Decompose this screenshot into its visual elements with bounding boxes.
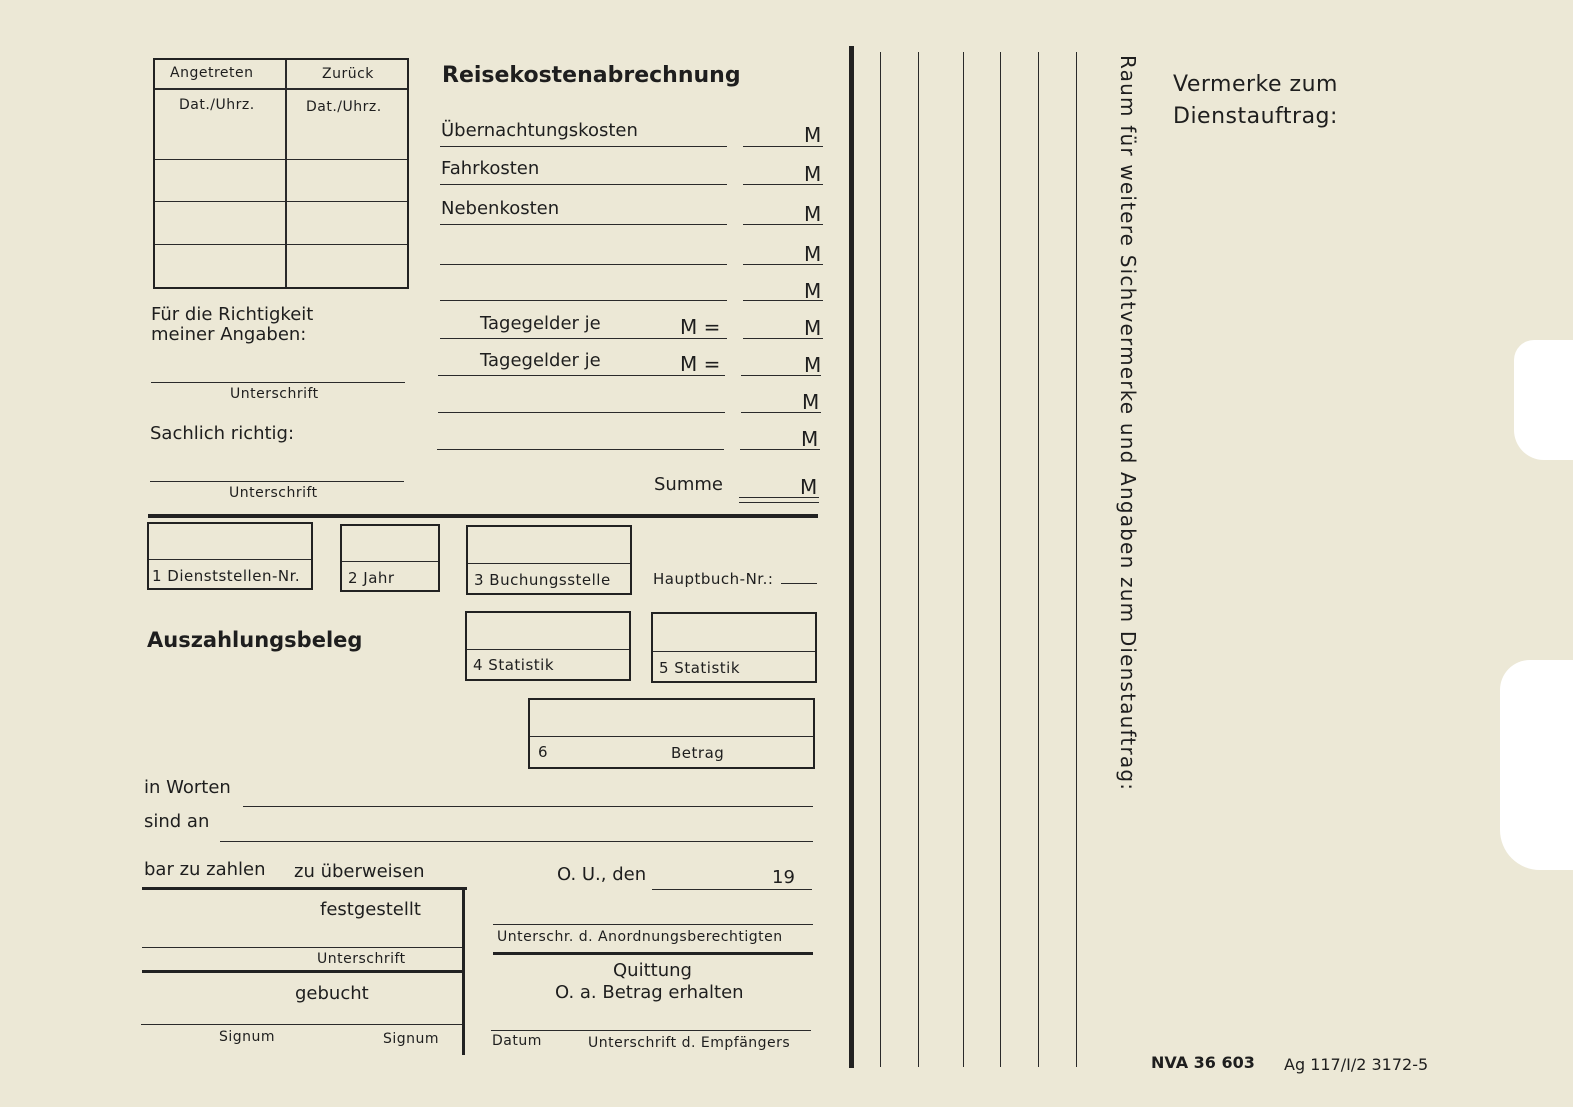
paper-tear (1500, 660, 1573, 870)
currency-mark: M (802, 390, 820, 414)
code-box-1-label: 1 Dienststellen-Nr. (152, 567, 301, 585)
signum-caption-2: Signum (383, 1031, 440, 1047)
summe-double-line-top (739, 497, 819, 498)
hauptbuch-label: Hauptbuch-Nr.: (653, 570, 774, 588)
col-zurueck-header: Zurück (322, 66, 374, 82)
amount-line (740, 449, 820, 450)
currency-mark: M (804, 162, 822, 186)
tagegelder-label: Tagegelder je (480, 350, 601, 371)
code-box-rule (149, 559, 311, 560)
cost-line (440, 300, 727, 301)
sind-an-line (220, 841, 813, 842)
booking-block-top-rule (142, 887, 467, 890)
code-box-rule (467, 649, 629, 650)
datum-caption: Datum (492, 1033, 542, 1049)
time-table-header-rule (155, 88, 407, 90)
reise-title: Reisekostenabrechnung (442, 63, 741, 88)
code-box-rule (530, 736, 813, 737)
richtigkeit-label-line1: Für die Richtigkeit (151, 304, 314, 325)
code-box-3 (466, 525, 632, 595)
time-table-frame (153, 58, 409, 289)
currency-mark: M (804, 316, 822, 340)
cost-label: Übernachtungskosten (441, 120, 638, 141)
zu-ueberweisen-label: zu überweisen (294, 861, 425, 882)
currency-mark: M (804, 242, 822, 266)
amount-line (743, 338, 823, 339)
cost-line (440, 264, 727, 265)
anordnung-caption: Unterschr. d. Anordnungsberechtigten (497, 929, 783, 945)
col-angetreten-header: Angetreten (170, 65, 254, 81)
vermerke-label-line2: Dienstauftrag: (1173, 104, 1338, 129)
tagegelder-unit: M = (680, 315, 721, 339)
currency-mark: M (804, 353, 822, 377)
signature-line-2 (150, 481, 404, 482)
festgestellt-caption: Unterschrift (317, 951, 406, 967)
code-box-rule (468, 563, 630, 564)
amount-line (741, 412, 821, 413)
cost-label: Nebenkosten (441, 198, 560, 219)
richtigkeit-label-line2: meiner Angaben: (151, 324, 307, 345)
quittung-label: Quittung (613, 960, 692, 981)
currency-mark: M (800, 475, 818, 499)
festgestellt-line (142, 947, 462, 948)
cost-line (438, 375, 725, 376)
code-box-6 (528, 698, 815, 769)
ou-den-label: O. U., den (557, 864, 647, 885)
gebucht-line (141, 1024, 462, 1025)
code-box-4 (465, 611, 631, 681)
empfaenger-line (491, 1030, 811, 1031)
empfaenger-caption: Unterschrift d. Empfängers (588, 1035, 791, 1051)
betrag-erhalten-label: O. a. Betrag erhalten (555, 982, 744, 1003)
code-box-2-label: 2 Jahr (348, 569, 395, 587)
code-box-rule (653, 651, 815, 652)
amount-line (743, 224, 823, 225)
sachlich-label: Sachlich richtig: (150, 423, 295, 444)
time-table-col-divider (285, 60, 287, 287)
cost-line (438, 412, 725, 413)
currency-mark: M (804, 202, 822, 226)
code-box-2 (340, 524, 440, 592)
cost-line (440, 184, 727, 185)
amount-line (743, 300, 823, 301)
amount-line (743, 184, 823, 185)
code-box-3-label: 3 Buchungsstelle (474, 571, 611, 589)
code-box-6-label: Betrag (671, 744, 725, 762)
hauptbuch-line (781, 583, 817, 584)
column-line (963, 52, 964, 1067)
vermerke-label-line1: Vermerke zum (1173, 72, 1338, 97)
summe-double-line-bottom (739, 502, 819, 503)
booking-block-mid-rule (142, 970, 463, 973)
time-table-row-rule (155, 244, 407, 245)
code-box-6-number: 6 (538, 743, 549, 761)
paper-tear (1514, 340, 1573, 460)
cost-line (440, 146, 727, 147)
festgestellt-label: festgestellt (320, 899, 421, 920)
cost-line (440, 338, 727, 339)
tagegelder-unit: M = (680, 352, 721, 376)
cost-line (437, 449, 724, 450)
currency-mark: M (801, 427, 819, 451)
code-box-5-label: 5 Statistik (659, 659, 741, 677)
beleg-title: Auszahlungsbeleg (147, 628, 363, 652)
currency-mark: M (804, 123, 822, 147)
in-worten-line (243, 806, 813, 807)
sichtvermerke-vertical-text: Raum für weitere Sichtvermerke und Angaben zum Dienstauftrag: (1116, 55, 1140, 792)
time-table-row-rule (155, 159, 407, 160)
code-box-rule (342, 561, 438, 562)
anordnung-line (493, 924, 813, 925)
amount-line (741, 375, 821, 376)
time-table-row-rule (155, 201, 407, 202)
amount-line (743, 146, 823, 147)
currency-mark: M (804, 279, 822, 303)
sind-an-label: sind an (144, 811, 210, 832)
cost-line (440, 224, 727, 225)
signature-caption-1: Unterschrift (230, 386, 319, 402)
col-zurueck-sub: Dat./Uhrz. (306, 99, 382, 115)
section-separator (148, 514, 818, 518)
column-line (880, 52, 881, 1067)
column-line (1038, 52, 1039, 1067)
date-line (652, 889, 812, 890)
print-code: Ag 117/I/2 3172-5 (1284, 1055, 1429, 1074)
form-number: NVA 36 603 (1151, 1053, 1255, 1072)
col-angetreten-sub: Dat./Uhrz. (179, 97, 255, 113)
bar-zu-zahlen-label: bar zu zahlen (144, 859, 266, 880)
column-line (1000, 52, 1001, 1067)
signature-caption-2: Unterschrift (229, 485, 318, 501)
gebucht-label: gebucht (295, 983, 369, 1004)
tagegelder-label: Tagegelder je (480, 313, 601, 334)
code-box-4-label: 4 Statistik (473, 656, 555, 674)
cost-label: Fahrkosten (441, 158, 540, 179)
quittung-top-rule (493, 952, 813, 955)
in-worten-label: in Worten (144, 777, 231, 798)
summe-label: Summe (654, 474, 723, 495)
year-prefix: 19 (772, 867, 795, 888)
signature-line-1 (151, 382, 405, 383)
signum-caption-1: Signum (219, 1029, 276, 1045)
column-line (1076, 52, 1077, 1067)
code-box-1 (147, 522, 313, 590)
code-box-5 (651, 612, 817, 683)
column-line (918, 52, 919, 1067)
amount-line (743, 264, 823, 265)
main-divider-line (849, 46, 854, 1068)
